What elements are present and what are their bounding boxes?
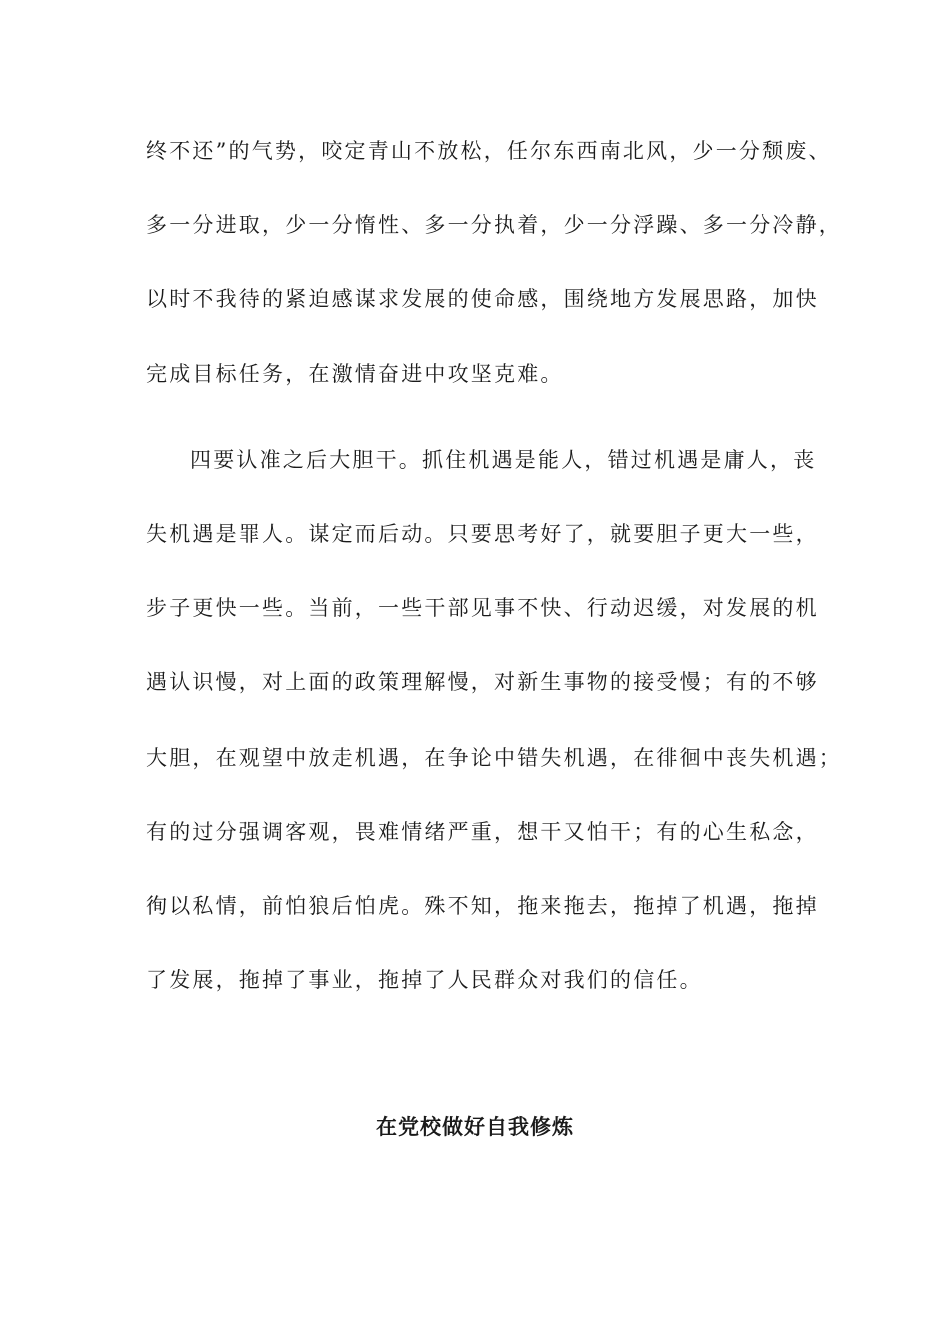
paragraph-2-line-1: 四要认准之后大胆干。抓住机遇是能人，错过机遇是庸人，丧 xyxy=(190,448,817,472)
paragraph-2-line-3: 步子更快一些。当前，一些干部见事不快、行动迟缓，对发展的机 xyxy=(146,596,819,620)
paragraph-1-line-3: 以时不我待的紧迫感谋求发展的使命感，围绕地方发展思路，加快 xyxy=(146,287,819,311)
paragraph-2-line-8: 了发展，拖掉了事业，拖掉了人民群众对我们的信任。 xyxy=(146,968,703,992)
paragraph-2-line-2: 失机遇是罪人。谋定而后动。只要思考好了，就要胆子更大一些， xyxy=(146,522,819,546)
paragraph-2-line-7: 徇以私情，前怕狼后怕虎。殊不知，拖来拖去，拖掉了机遇，拖掉 xyxy=(146,894,819,918)
paragraph-2-line-4: 遇认识慢，对上面的政策理解慢，对新生事物的接受慢；有的不够 xyxy=(146,670,819,694)
paragraph-2-line-6: 有的过分强调客观，畏难情绪严重，想干又怕干；有的心生私念， xyxy=(146,820,819,844)
paragraph-1-line-4: 完成目标任务，在激情奋进中攻坚克难。 xyxy=(146,362,564,386)
paragraph-2-line-5: 大胆，在观望中放走机遇，在争论中错失机遇，在徘徊中丧失机遇； xyxy=(146,746,842,770)
paragraph-1-line-1: 终不还”的气势，咬定青山不放松，任尔东西南北风，少一分颓废、 xyxy=(146,139,832,163)
section-heading: 在党校做好自我修炼 xyxy=(376,1114,574,1139)
paragraph-1-line-2: 多一分进取，少一分惰性、多一分执着，少一分浮躁、多一分冷静， xyxy=(146,213,842,237)
